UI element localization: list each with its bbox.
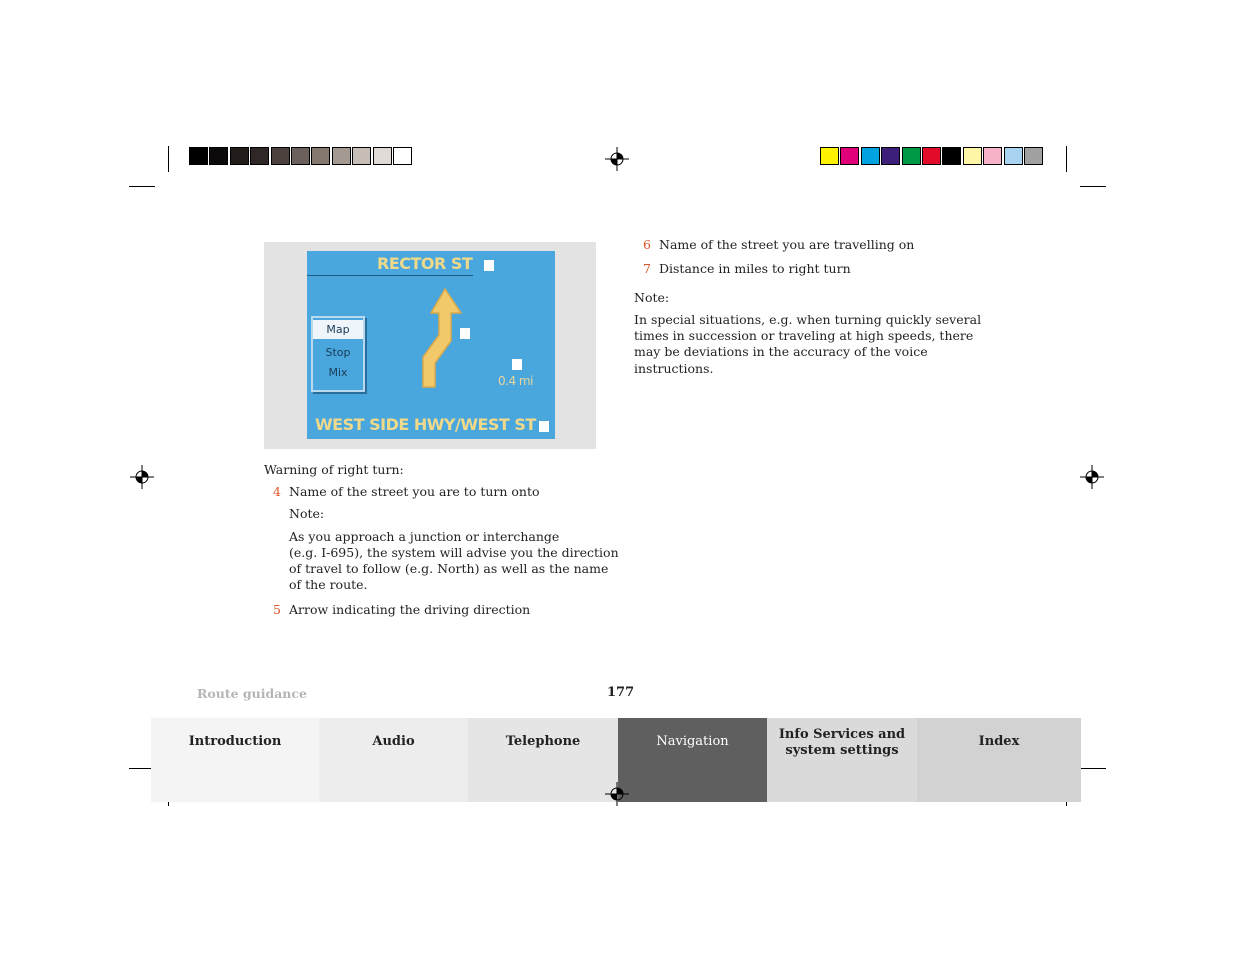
color-swatch	[1004, 147, 1023, 165]
tab-label: Navigation	[656, 734, 729, 749]
note-line: instructions.	[634, 361, 714, 376]
callout-marker-6	[484, 260, 494, 271]
color-swatch	[271, 147, 290, 165]
crop-mark	[1080, 768, 1106, 769]
item-number: 7	[643, 261, 651, 276]
tab-telephone[interactable]	[468, 718, 618, 802]
top-street-label: RECTOR ST	[377, 254, 473, 273]
note-line: In special situations, e.g. when turning quickly several	[634, 312, 982, 327]
item-text: Distance in miles to right turn	[659, 261, 851, 276]
callout-marker-5	[460, 328, 470, 339]
distance-readout: 0.4 mi	[498, 374, 533, 388]
color-swatch	[189, 147, 208, 165]
color-swatch	[373, 147, 392, 165]
note-line: As you approach a junction or interchange	[289, 529, 560, 544]
color-swatch	[983, 147, 1002, 165]
color-swatch	[942, 147, 961, 165]
item-text: Name of the street you are travelling on	[659, 237, 915, 252]
note-line: times in succession or traveling at high speeds, there	[634, 328, 974, 343]
note-line: may be deviations in the accuracy of the voice	[634, 344, 928, 359]
color-swatch	[230, 147, 249, 165]
color-swatch	[840, 147, 859, 165]
tab-navigation[interactable]	[618, 718, 767, 802]
item-text: Name of the street you are to turn onto	[289, 484, 540, 499]
note-line: (e.g. I-695), the system will advise you the direction	[289, 545, 619, 560]
tab-label-line: system settings	[785, 743, 899, 758]
section-title: Route guidance	[197, 686, 307, 701]
callout-marker-4	[539, 421, 549, 432]
street-divider-line	[307, 275, 473, 276]
note-label: Note:	[634, 290, 670, 305]
tab-info-services[interactable]	[767, 718, 917, 802]
color-swatch	[250, 147, 269, 165]
page-number: 177	[607, 685, 635, 700]
caption-intro: Warning of right turn:	[264, 462, 404, 477]
menu-item-mix: Mix	[328, 366, 348, 379]
crop-mark	[1066, 146, 1067, 172]
note-line: of the route.	[289, 577, 368, 592]
callout-marker-7	[512, 359, 522, 370]
color-swatch	[1024, 147, 1043, 165]
tab-label: Audio	[372, 734, 415, 749]
item-text: Arrow indicating the driving direction	[289, 602, 531, 617]
color-swatch	[861, 147, 880, 165]
color-swatch	[393, 147, 412, 165]
color-swatch	[332, 147, 351, 165]
color-swatch	[902, 147, 921, 165]
color-swatch	[881, 147, 900, 165]
crop-mark	[1080, 186, 1106, 187]
color-swatch	[352, 147, 371, 165]
crop-mark	[168, 146, 169, 172]
menu-item-map: Map	[313, 320, 363, 339]
registration-mark-icon	[1080, 465, 1104, 489]
item-number: 6	[643, 237, 651, 252]
color-swatch	[820, 147, 839, 165]
display-menu	[311, 316, 365, 392]
note-label: Note:	[289, 506, 325, 521]
navigation-display-screen	[307, 251, 555, 439]
color-swatch	[963, 147, 982, 165]
crop-mark	[129, 186, 155, 187]
color-swatch	[311, 147, 330, 165]
registration-mark-icon	[130, 465, 154, 489]
tab-label: Index	[978, 734, 1020, 749]
item-number: 5	[273, 602, 281, 617]
tab-introduction[interactable]	[151, 718, 319, 802]
menu-item-stop: Stop	[325, 346, 351, 359]
tab-audio[interactable]	[319, 718, 468, 802]
registration-mark-icon	[605, 782, 629, 806]
item-number: 4	[273, 484, 281, 499]
tab-label-line: Info Services and	[778, 727, 906, 742]
note-line: of travel to follow (e.g. North) as well as the name	[289, 561, 609, 576]
tab-index[interactable]	[917, 718, 1081, 802]
registration-mark-icon	[605, 147, 629, 171]
color-swatch	[291, 147, 310, 165]
color-swatch	[209, 147, 228, 165]
tab-label: Introduction	[188, 734, 282, 749]
tab-label: Telephone	[505, 734, 581, 749]
bottom-street-label: WEST SIDE HWY/WEST ST	[315, 415, 536, 434]
color-swatch	[922, 147, 941, 165]
